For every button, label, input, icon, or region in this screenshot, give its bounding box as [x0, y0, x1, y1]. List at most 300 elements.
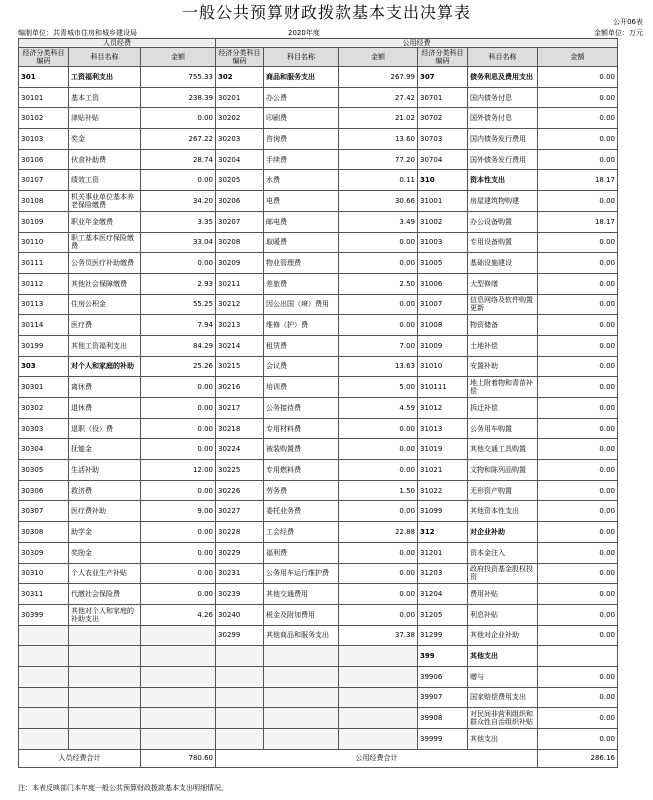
- cell-code: 30225: [216, 460, 264, 481]
- table-row: [19, 273, 618, 294]
- cell-code: 30102: [19, 108, 69, 129]
- cell-amount: 7.94: [141, 315, 216, 336]
- cell-amount: 2.93: [141, 273, 216, 294]
- cell-empty: [69, 666, 141, 687]
- cell-name: 其他资本性支出: [468, 501, 538, 522]
- cell-amount: 0.00: [339, 294, 418, 315]
- cell-name: 国内债务付息: [468, 87, 538, 108]
- cell-amount: 25.26: [141, 356, 216, 377]
- cell-amount: 0.00: [538, 563, 618, 584]
- cell-code: 30299: [216, 625, 264, 646]
- footnote: 注：本表反映部门本年度一般公共预算财政拨款基本支出明细情况。: [18, 784, 228, 792]
- cell-code: 30224: [216, 439, 264, 460]
- cell-amount: 0.00: [538, 729, 618, 750]
- cell-name: 津贴补贴: [69, 108, 141, 129]
- table-row: [19, 356, 618, 377]
- cell-empty: [339, 708, 418, 729]
- cell-amount: 0.00: [538, 149, 618, 170]
- cell-code: 312: [418, 522, 468, 543]
- cell-name: 维修（护）费: [264, 315, 339, 336]
- cell-empty: [264, 666, 339, 687]
- cell-code: 30309: [19, 542, 69, 563]
- table-row: [19, 563, 618, 584]
- cell-amount: 0.00: [339, 232, 418, 253]
- cell-name: 电费: [264, 191, 339, 212]
- cell-name: 因公出国（境）费用: [264, 294, 339, 315]
- cell-amount: 0.00: [538, 708, 618, 729]
- cell-code: 302: [216, 67, 264, 88]
- cell-amount: 0.00: [141, 542, 216, 563]
- form-number: 公开06表: [613, 18, 643, 26]
- cell-name: 赠与: [468, 666, 538, 687]
- cell-amount: 267.99: [339, 67, 418, 88]
- cell-name: 基础设施建设: [468, 253, 538, 274]
- cell-name: 安置补助: [468, 356, 538, 377]
- cell-amount: 0.00: [538, 584, 618, 605]
- cell-name: 公务用车购置: [468, 418, 538, 439]
- cell-amount: 0.00: [141, 253, 216, 274]
- cell-code: 30114: [19, 315, 69, 336]
- cell-amount: 77.20: [339, 149, 418, 170]
- cell-empty: [141, 729, 216, 750]
- cell-amount: 33.04: [141, 232, 216, 253]
- cell-code: 30207: [216, 211, 264, 232]
- cell-name: 职业年金缴费: [69, 211, 141, 232]
- cell-name: 助学金: [69, 522, 141, 543]
- cell-empty: [216, 646, 264, 667]
- cell-code: 39908: [418, 708, 468, 729]
- cell-amount: 0.00: [141, 480, 216, 501]
- table-row: [19, 108, 618, 129]
- cell-amount: 0.00: [141, 563, 216, 584]
- cell-code: 31005: [418, 253, 468, 274]
- cell-name: 地上附着物和青苗补偿: [468, 377, 538, 398]
- cell-name: 水费: [264, 170, 339, 191]
- cell-code: 30101: [19, 87, 69, 108]
- cell-empty: [264, 687, 339, 708]
- cell-name: 政府投资基金股权投资: [468, 563, 538, 584]
- cell-code: 30310: [19, 563, 69, 584]
- cell-name: 手续费: [264, 149, 339, 170]
- table-row: [19, 501, 618, 522]
- public-total-label: 公用经费合计: [216, 749, 538, 767]
- cell-amount: 0.00: [339, 604, 418, 625]
- cell-name: 对企业补助: [468, 522, 538, 543]
- table-row: [19, 625, 618, 646]
- cell-name: 取暖费: [264, 232, 339, 253]
- cell-empty: [19, 687, 69, 708]
- cell-code: 31204: [418, 584, 468, 605]
- cell-name: 福利费: [264, 542, 339, 563]
- cell-amount: 0.11: [339, 170, 418, 191]
- cell-code: 30199: [19, 335, 69, 356]
- cell-amount: 9.00: [141, 501, 216, 522]
- col-header-name: 科目名称: [264, 48, 339, 67]
- cell-name: 商品和服务支出: [264, 67, 339, 88]
- cell-amount: [538, 646, 618, 667]
- cell-amount: 0.00: [538, 460, 618, 481]
- cell-amount: 0.00: [538, 294, 618, 315]
- cell-amount: 0.00: [538, 480, 618, 501]
- cell-name: 会议费: [264, 356, 339, 377]
- cell-amount: 0.00: [339, 315, 418, 336]
- cell-name: 租赁费: [264, 335, 339, 356]
- column-header-row: [19, 48, 618, 67]
- cell-amount: 0.00: [538, 418, 618, 439]
- table-row: [19, 666, 618, 687]
- cell-name: 资本金注入: [468, 542, 538, 563]
- cell-amount: 0.00: [141, 398, 216, 419]
- cell-amount: 0.00: [538, 67, 618, 88]
- cell-name: 对民间非营利组织和群众性自治组织补贴: [468, 708, 538, 729]
- cell-amount: 0.00: [339, 584, 418, 605]
- cell-amount: 0.00: [538, 356, 618, 377]
- cell-empty: [141, 666, 216, 687]
- table-row: [19, 398, 618, 419]
- cell-amount: 0.00: [141, 108, 216, 129]
- table-row: [19, 211, 618, 232]
- cell-name: 邮电费: [264, 211, 339, 232]
- cell-code: 30702: [418, 108, 468, 129]
- col-header-code: 经济分类科目编码: [216, 48, 264, 67]
- group-personnel: 人员经费: [19, 39, 216, 48]
- cell-code: 30239: [216, 584, 264, 605]
- cell-code: 31203: [418, 563, 468, 584]
- money-unit: 金额单位：万元: [594, 29, 643, 37]
- table-row: [19, 170, 618, 191]
- cell-empty: [19, 646, 69, 667]
- cell-code: 31205: [418, 604, 468, 625]
- cell-code: 30399: [19, 604, 69, 625]
- cell-name: 救济费: [69, 480, 141, 501]
- cell-amount: 0.00: [339, 501, 418, 522]
- cell-name: 其他社会保障缴费: [69, 273, 141, 294]
- cell-name: 办公费: [264, 87, 339, 108]
- table-row: [19, 67, 618, 88]
- cell-code: 30206: [216, 191, 264, 212]
- cell-amount: 5.00: [339, 377, 418, 398]
- cell-name: 离休费: [69, 377, 141, 398]
- cell-code: 31021: [418, 460, 468, 481]
- cell-name: 利息补贴: [468, 604, 538, 625]
- cell-empty: [264, 729, 339, 750]
- table-row: [19, 294, 618, 315]
- cell-amount: 0.00: [339, 563, 418, 584]
- cell-empty: [69, 625, 141, 646]
- cell-name: 退休费: [69, 398, 141, 419]
- cell-code: 31001: [418, 191, 468, 212]
- cell-name: 资本性支出: [468, 170, 538, 191]
- cell-amount: 0.00: [538, 129, 618, 150]
- cell-code: 30217: [216, 398, 264, 419]
- cell-code: 31006: [418, 273, 468, 294]
- cell-amount: 28.74: [141, 149, 216, 170]
- cell-empty: [141, 687, 216, 708]
- cell-amount: 0.00: [141, 418, 216, 439]
- table-row: [19, 584, 618, 605]
- cell-amount: 55.25: [141, 294, 216, 315]
- cell-amount: 18.17: [538, 211, 618, 232]
- cell-amount: 0.00: [339, 418, 418, 439]
- cell-name: 物业管理费: [264, 253, 339, 274]
- cell-empty: [216, 687, 264, 708]
- cell-amount: 84.29: [141, 335, 216, 356]
- table-row: [19, 315, 618, 336]
- cell-amount: 0.00: [538, 687, 618, 708]
- cell-name: 国内债务发行费用: [468, 129, 538, 150]
- cell-amount: 0.00: [538, 253, 618, 274]
- cell-code: 310111: [418, 377, 468, 398]
- cell-code: 30213: [216, 315, 264, 336]
- cell-amount: 18.17: [538, 170, 618, 191]
- cell-code: 30304: [19, 439, 69, 460]
- cell-code: 30107: [19, 170, 69, 191]
- cell-code: 31022: [418, 480, 468, 501]
- cell-code: 31019: [418, 439, 468, 460]
- cell-amount: 0.00: [538, 108, 618, 129]
- table-row: [19, 87, 618, 108]
- cell-code: 30109: [19, 211, 69, 232]
- table-row: [19, 522, 618, 543]
- col-header-name: 科目名称: [468, 48, 538, 67]
- cell-code: 30301: [19, 377, 69, 398]
- cell-name: 公务用车运行维护费: [264, 563, 339, 584]
- cell-empty: [19, 729, 69, 750]
- cell-code: 30240: [216, 604, 264, 625]
- table-row: [19, 377, 618, 398]
- table-row: [19, 460, 618, 481]
- cell-amount: 0.00: [538, 398, 618, 419]
- report-title: 一般公共预算财政拨款基本支出决算表: [181, 3, 471, 22]
- cell-name: 抚恤金: [69, 439, 141, 460]
- cell-code: 30112: [19, 273, 69, 294]
- cell-amount: 238.39: [141, 87, 216, 108]
- cell-empty: [339, 687, 418, 708]
- table-row: [19, 253, 618, 274]
- cell-amount: 0.00: [538, 232, 618, 253]
- cell-name: 其他工资福利支出: [69, 335, 141, 356]
- cell-amount: 0.00: [538, 666, 618, 687]
- cell-name: 医疗费补助: [69, 501, 141, 522]
- cell-code: 30226: [216, 480, 264, 501]
- cell-name: 个人农业生产补贴: [69, 563, 141, 584]
- cell-amount: 37.38: [339, 625, 418, 646]
- cell-name: 被装购置费: [264, 439, 339, 460]
- cell-name: 劳务费: [264, 480, 339, 501]
- cell-name: 国家赔偿费用支出: [468, 687, 538, 708]
- cell-code: 31012: [418, 398, 468, 419]
- cell-empty: [69, 646, 141, 667]
- cell-code: 30307: [19, 501, 69, 522]
- cell-name: 工会经费: [264, 522, 339, 543]
- cell-code: 307: [418, 67, 468, 88]
- cell-empty: [69, 708, 141, 729]
- cell-amount: 4.26: [141, 604, 216, 625]
- report-year: 2020年度: [288, 29, 320, 37]
- cell-code: 30311: [19, 584, 69, 605]
- public-total-value: 286.16: [538, 749, 618, 767]
- cell-amount: 34.20: [141, 191, 216, 212]
- cell-empty: [264, 646, 339, 667]
- cell-code: 39907: [418, 687, 468, 708]
- cell-amount: 0.00: [339, 253, 418, 274]
- cell-name: 生活补助: [69, 460, 141, 481]
- cell-amount: 12.00: [141, 460, 216, 481]
- cell-code: 30305: [19, 460, 69, 481]
- cell-name: 培训费: [264, 377, 339, 398]
- cell-code: 31009: [418, 335, 468, 356]
- table-row: [19, 646, 618, 667]
- cell-name: 大型修缮: [468, 273, 538, 294]
- cell-code: 30214: [216, 335, 264, 356]
- cell-name: 办公设备购置: [468, 211, 538, 232]
- table-row: [19, 542, 618, 563]
- cell-empty: [339, 666, 418, 687]
- cell-code: 30701: [418, 87, 468, 108]
- cell-code: 30202: [216, 108, 264, 129]
- cell-amount: 0.00: [538, 522, 618, 543]
- cell-amount: 0.00: [538, 501, 618, 522]
- cell-name: 国外债务付息: [468, 108, 538, 129]
- cell-empty: [264, 708, 339, 729]
- cell-empty: [19, 625, 69, 646]
- cell-amount: 0.00: [538, 191, 618, 212]
- cell-name: 医疗费: [69, 315, 141, 336]
- cell-code: 30209: [216, 253, 264, 274]
- cell-name: 无形资产购置: [468, 480, 538, 501]
- cell-amount: 0.00: [141, 439, 216, 460]
- cell-code: 31002: [418, 211, 468, 232]
- cell-code: 39999: [418, 729, 468, 750]
- table-row: [19, 335, 618, 356]
- cell-amount: 27.42: [339, 87, 418, 108]
- cell-name: 土地补偿: [468, 335, 538, 356]
- cell-empty: [69, 729, 141, 750]
- cell-amount: 267.22: [141, 129, 216, 150]
- cell-code: 30215: [216, 356, 264, 377]
- cell-name: 委托业务费: [264, 501, 339, 522]
- cell-name: 费用补贴: [468, 584, 538, 605]
- cell-amount: 30.66: [339, 191, 418, 212]
- table-row: [19, 604, 618, 625]
- cell-code: 30108: [19, 191, 69, 212]
- table-row: [19, 129, 618, 150]
- cell-amount: 0.00: [538, 377, 618, 398]
- cell-code: 30231: [216, 563, 264, 584]
- cell-name: 专用设备购置: [468, 232, 538, 253]
- cell-code: 30212: [216, 294, 264, 315]
- cell-name: 住房公积金: [69, 294, 141, 315]
- table-row: [19, 149, 618, 170]
- cell-name: 职工基本医疗保险缴费: [69, 232, 141, 253]
- cell-code: 30228: [216, 522, 264, 543]
- table-row: [19, 480, 618, 501]
- cell-empty: [19, 666, 69, 687]
- cell-name: 其他交通工具购置: [468, 439, 538, 460]
- cell-code: 30218: [216, 418, 264, 439]
- cell-name: 专用材料费: [264, 418, 339, 439]
- cell-amount: 4.59: [339, 398, 418, 419]
- cell-code: 31099: [418, 501, 468, 522]
- cell-amount: 13.63: [339, 356, 418, 377]
- cell-amount: 0.00: [141, 170, 216, 191]
- cell-name: 文物和陈列品购置: [468, 460, 538, 481]
- cell-name: 公务员医疗补助缴费: [69, 253, 141, 274]
- cell-amount: 755.33: [141, 67, 216, 88]
- cell-code: 30704: [418, 149, 468, 170]
- cell-name: 退职（役）费: [69, 418, 141, 439]
- cell-code: 30216: [216, 377, 264, 398]
- col-header-amount: 金额: [339, 48, 418, 67]
- table-row: [19, 232, 618, 253]
- table-row: [19, 687, 618, 708]
- cell-code: 303: [19, 356, 69, 377]
- cell-name: 其他商品和服务支出: [264, 625, 339, 646]
- cell-name: 对个人和家庭的补助: [69, 356, 141, 377]
- cell-amount: 0.00: [538, 625, 618, 646]
- cell-amount: 0.00: [339, 439, 418, 460]
- cell-name: 奖金: [69, 129, 141, 150]
- cell-code: 39906: [418, 666, 468, 687]
- personnel-total-value: 780.60: [141, 749, 216, 767]
- cell-empty: [141, 708, 216, 729]
- cell-code: 30106: [19, 149, 69, 170]
- cell-name: 信息网络及软件购置更新: [468, 294, 538, 315]
- cell-code: 30205: [216, 170, 264, 191]
- col-header-name: 科目名称: [69, 48, 141, 67]
- cell-code: 30211: [216, 273, 264, 294]
- cell-code: 30306: [19, 480, 69, 501]
- cell-amount: 7.00: [339, 335, 418, 356]
- cell-amount: 0.00: [141, 522, 216, 543]
- cell-code: 30203: [216, 129, 264, 150]
- col-header-amount: 金额: [141, 48, 216, 67]
- cell-code: 399: [418, 646, 468, 667]
- cell-empty: [216, 729, 264, 750]
- table-row: [19, 439, 618, 460]
- cell-name: 伙食补助费: [69, 149, 141, 170]
- cell-code: 31010: [418, 356, 468, 377]
- cell-name: 绩效工资: [69, 170, 141, 191]
- cell-amount: 0.00: [538, 273, 618, 294]
- cell-empty: [216, 708, 264, 729]
- cell-name: 房屋建筑物购建: [468, 191, 538, 212]
- cell-code: 30229: [216, 542, 264, 563]
- cell-name: 专用燃料费: [264, 460, 339, 481]
- cell-name: 公务接待费: [264, 398, 339, 419]
- cell-amount: 0.00: [538, 335, 618, 356]
- cell-name: 代缴社会保险费: [69, 584, 141, 605]
- cell-code: 30208: [216, 232, 264, 253]
- cell-amount: 3.49: [339, 211, 418, 232]
- col-header-code: 经济分类科目编码: [418, 48, 468, 67]
- cell-amount: 2.50: [339, 273, 418, 294]
- cell-amount: 0.00: [538, 439, 618, 460]
- cell-empty: [339, 729, 418, 750]
- cell-name: 其他支出: [468, 646, 538, 667]
- cell-code: 31003: [418, 232, 468, 253]
- col-header-amount: 金额: [538, 48, 618, 67]
- cell-code: 30303: [19, 418, 69, 439]
- cell-name: 咨询费: [264, 129, 339, 150]
- cell-code: 30111: [19, 253, 69, 274]
- cell-code: 31008: [418, 315, 468, 336]
- cell-empty: [339, 646, 418, 667]
- cell-code: 310: [418, 170, 468, 191]
- col-header-code: 经济分类科目编码: [19, 48, 69, 67]
- cell-name: 基本工资: [69, 87, 141, 108]
- expenditure-table: [18, 38, 618, 768]
